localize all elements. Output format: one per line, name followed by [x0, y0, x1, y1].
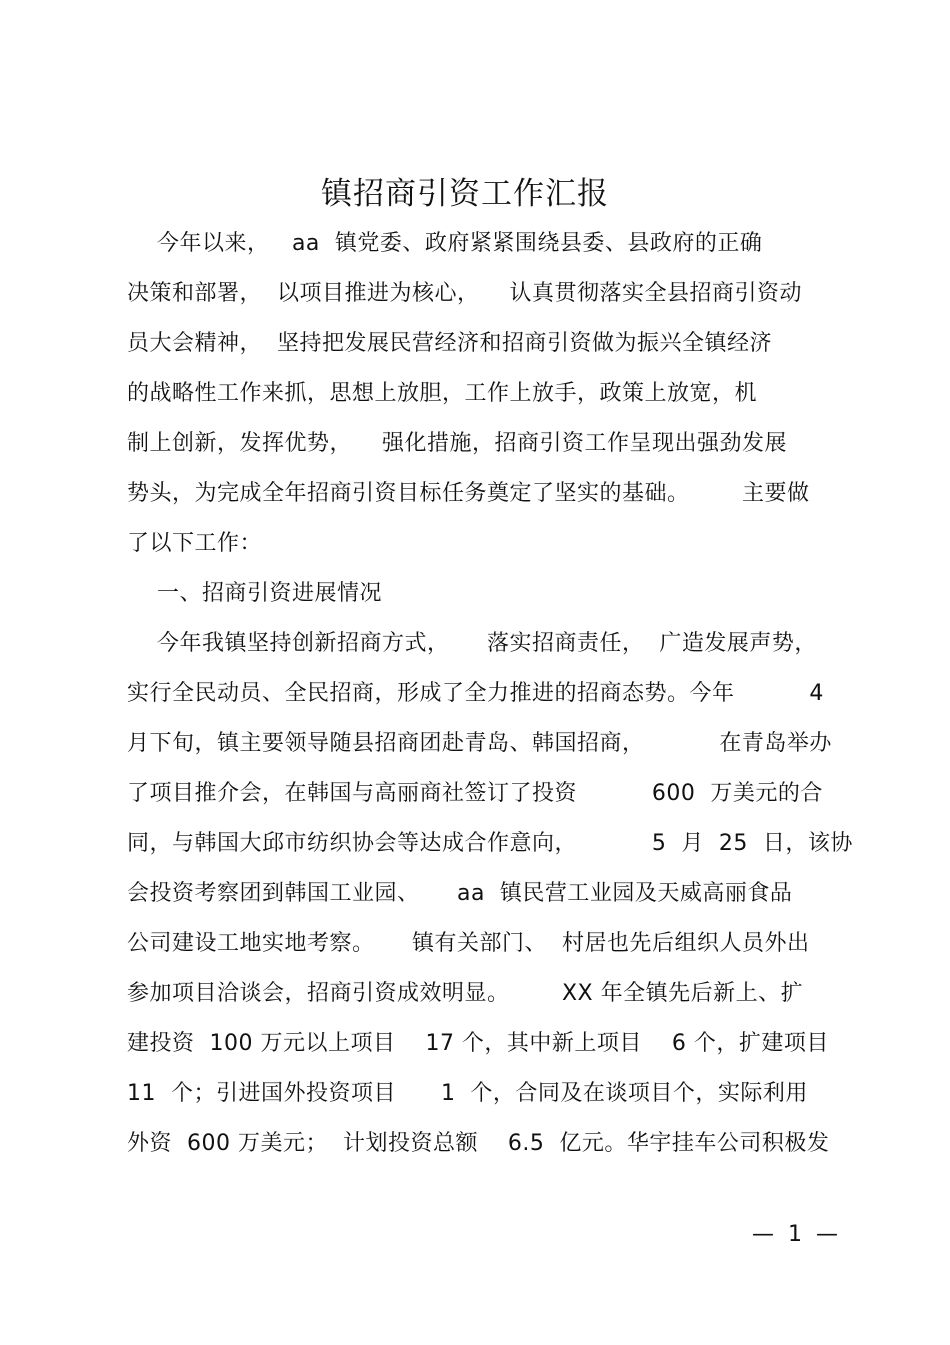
text-line: 公司建设工地实地考察。 镇有关部门、 村居也先后组织人员外出 [127, 931, 810, 956]
text-line: 员大会精神， 坚持把发展民营经济和招商引资做为振兴全镇经济 [127, 331, 772, 356]
page-number: — 1 — [752, 1222, 838, 1247]
text-line: 势头，为完成全年招商引资目标任务奠定了坚实的基础。 主要做 [127, 481, 810, 506]
text-line: 今年以来， aa 镇党委、政府紧紧围绕县委、县政府的正确 [127, 231, 763, 256]
text-line: 制上创新，发挥优势， 强化措施，招商引资工作呈现出强劲发展 [127, 431, 787, 456]
page-title: 镇招商引资工作汇报 [321, 176, 609, 212]
text-line: 建投资 100 万元以上项目 17 个，其中新上项目 6 个，扩建项目 [127, 1031, 829, 1056]
text-line: 11 个；引进国外投资项目 1 个，合同及在谈项目个，实际利用 [127, 1081, 808, 1106]
text-line: 实行全民动员、全民招商，形成了全力推进的招商态势。今年 4 [127, 681, 824, 706]
text-line: 月下旬，镇主要领导随县招商团赴青岛、韩国招商， 在青岛举办 [127, 731, 832, 756]
text-line: 了以下工作： [127, 531, 263, 556]
text-line: 外资 600 万美元； 计划投资总额 6.5 亿元。华宇挂车公司积极发 [127, 1131, 830, 1156]
section-heading: 一、招商引资进展情况 [127, 581, 382, 606]
text-line: 参加项目洽谈会，招商引资成效明显。 XX 年全镇先后新上、扩 [127, 981, 804, 1006]
text-line: 了项目推介会，在韩国与高丽商社签订了投资 600 万美元的合 [127, 781, 823, 806]
text-line: 的战略性工作来抓，思想上放胆，工作上放手，政策上放宽，机 [127, 381, 758, 406]
text-line: 会投资考察团到韩国工业园、 aa 镇民营工业园及天威高丽食品 [127, 881, 793, 906]
text-line: 同，与韩国大邱市纺织协会等达成合作意向， 5 月 25 日，该协 [127, 831, 853, 856]
text-line: 今年我镇坚持创新招商方式， 落实招商责任， 广造发展声势， [127, 631, 817, 656]
text-line: 决策和部署， 以项目推进为核心， 认真贯彻落实全县招商引资动 [127, 281, 802, 306]
